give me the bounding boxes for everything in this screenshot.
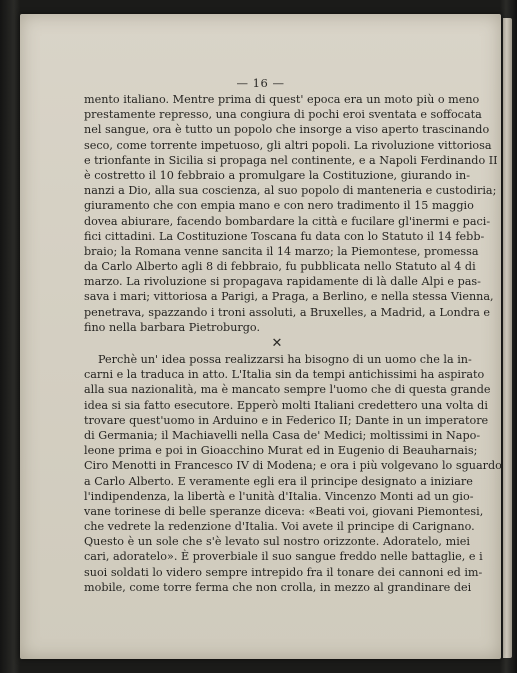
text-line: prestamente represso, una congiura di pochi eroi sventata e soffocata xyxy=(84,108,482,122)
page-edge xyxy=(503,18,512,658)
text-line: fino nella barbara Pietroburgo. xyxy=(84,320,261,334)
text-line: alla sua nazionalità, ma è mancato sempre l'uomo che di questa grande xyxy=(84,383,491,397)
text-line: idea si sia fatto esecutore. Epperò molti Italiani credettero una volta di xyxy=(84,398,488,412)
text-line: nanzi a Dio, alla sua coscienza, al suo popolo di manteneria e custodiria; xyxy=(84,184,497,198)
text-line: dovea abiurare, facendo bombardare la città e fucilare gl'inermi e paci- xyxy=(84,214,491,228)
paragraph-1 xyxy=(84,92,498,335)
text-line: è costretto il 10 febbraio a promulgare la Costituzione, giurando in- xyxy=(84,168,470,182)
text-line: che vedrete la redenzione d'Italia. Voi avete il principe di Carignano. xyxy=(84,520,475,534)
text-line: mento italiano. Mentre prima di quest' epoca era un moto più o meno xyxy=(84,93,480,106)
text-line: Questo è un sole che s'è levato sul nostro orizzonte. Adoratelo, miei xyxy=(84,535,470,549)
text-line: seco, come torrente impetuoso, gli altri popoli. La rivoluzione vittoriosa xyxy=(84,138,492,152)
text-line: Perchè un' idea possa realizzarsi ha bisogno di un uomo che la in- xyxy=(98,353,472,366)
page-body xyxy=(84,92,502,595)
text-line: l'indipendenza, la libertà e l'unità d'Italia. Vincenzo Monti ad un gio- xyxy=(84,489,474,503)
text-line: e trionfante in Sicilia si propaga nel continente, e a Napoli Ferdinando II xyxy=(84,153,498,167)
text-line: trovare quest'uomo in Arduino e in Federico II; Dante in un imperatore xyxy=(84,413,489,427)
page-number: — 16 — xyxy=(236,76,285,90)
text-line: Ciro Menotti in Francesco IV di Modena; e ora i più volgevano lo sguardo xyxy=(84,459,502,473)
text-line: braio; la Romana venne sancita il 14 marzo; la Piemontese, promessa xyxy=(84,244,479,258)
text-line: marzo. La rivoluzione si propagava rapidamente di là dalle Alpi e pas- xyxy=(84,275,481,289)
text-line: suoi soldati lo videro sempre intrepido fra il tonare dei cannoni ed im- xyxy=(84,565,483,579)
text-line: fici cittadini. La Costituzione Toscana fu data con lo Statuto il 14 febb- xyxy=(84,229,485,243)
text-line: leone prima e poi in Gioacchino Murat ed in Eugenio di Beauharnais; xyxy=(84,444,478,458)
text-line: mobile, come torre ferma che non crolla, in mezzo al grandinare dei xyxy=(84,580,472,594)
text-line: carni e la traduca in atto. L'Italia sin da tempi antichissimi ha aspirato xyxy=(84,368,485,382)
paragraph-2 xyxy=(84,352,502,595)
text-line: cari, adoratelo». È proverbiale il suo sangue freddo nelle battaglie, e i xyxy=(84,550,483,564)
section-separator: ✕ xyxy=(271,336,283,351)
text-line: giuramento che con empia mano e con nero tradimento il 15 maggio xyxy=(84,199,474,213)
text-line: sava i mari; vittoriosa a Parigi, a Praga, a Berlino, e nella stessa Vienna, xyxy=(84,290,494,304)
text-line: vane torinese di belle speranze diceva: «Beati voi, giovani Piemontesi, xyxy=(84,504,484,518)
text-line: penetrava, spazzando i troni assoluti, a Bruxelles, a Madrid, a Londra e xyxy=(84,305,491,319)
text-line: da Carlo Alberto agli 8 di febbraio, fu pubblicata nello Statuto al 4 di xyxy=(84,260,476,274)
text-line: nel sangue, ora è tutto un popolo che insorge a viso aperto trascinando xyxy=(84,123,490,137)
text-line: di Germania; il Machiavelli nella Casa de' Medici; moltissimi in Napo- xyxy=(84,428,481,442)
text-line: a Carlo Alberto. E veramente egli era il principe designato a iniziare xyxy=(84,474,473,488)
